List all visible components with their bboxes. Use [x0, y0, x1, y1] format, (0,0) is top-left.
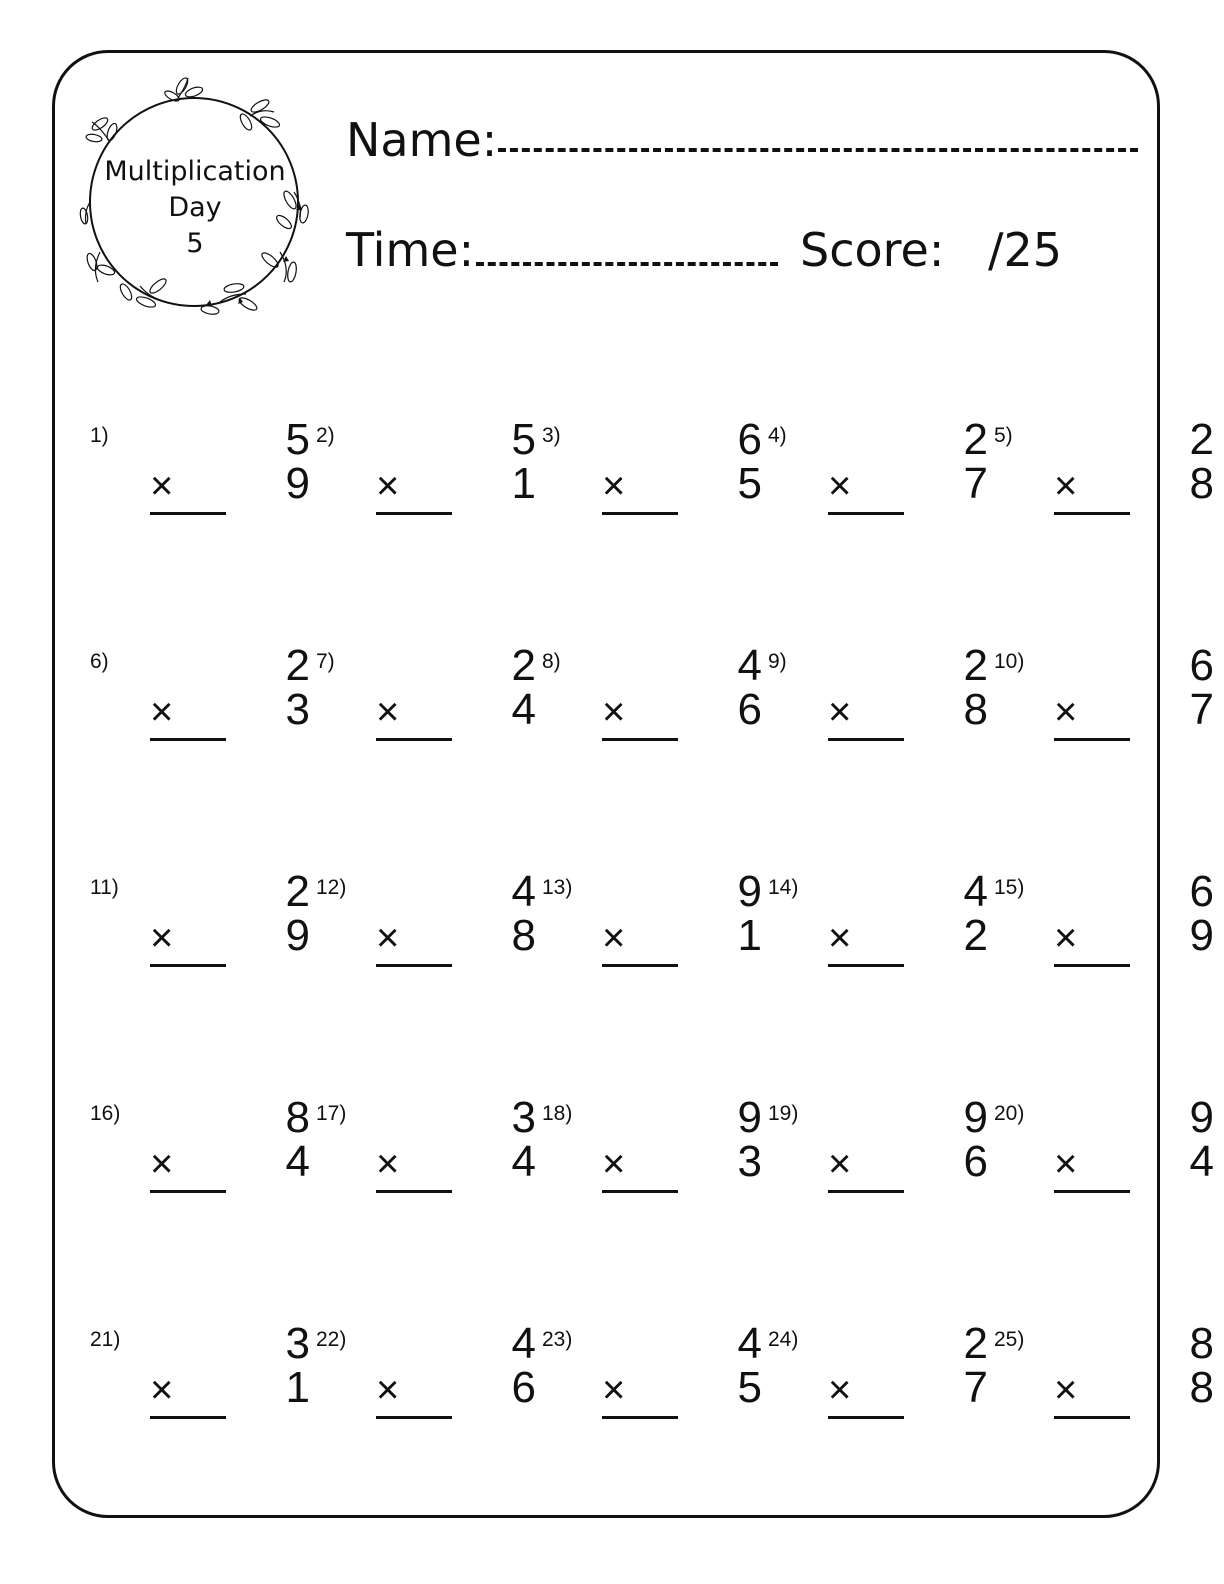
badge-day-number: 5 — [186, 228, 204, 259]
answer-line[interactable] — [828, 1416, 904, 1419]
multiplicand: 9 — [737, 867, 762, 916]
multiplier: 8 — [1189, 1363, 1214, 1412]
problem-7 — [316, 641, 536, 790]
times-sign: × — [828, 1142, 852, 1186]
answer-line[interactable] — [150, 512, 226, 515]
name-label: Name: — [346, 113, 498, 167]
answer-line[interactable] — [602, 512, 678, 515]
problem-6 — [90, 641, 310, 790]
multiplicand: 5 — [285, 415, 310, 464]
answer-line[interactable] — [828, 512, 904, 515]
problem-12 — [316, 867, 536, 1016]
multiplier: 7 — [1189, 685, 1214, 734]
answer-line[interactable] — [1054, 512, 1130, 515]
answer-line[interactable] — [828, 1190, 904, 1193]
problem-13 — [542, 867, 762, 1016]
problem-8 — [542, 641, 762, 790]
multiplier: 8 — [1189, 459, 1214, 508]
answer-line[interactable] — [376, 964, 452, 967]
problem-14 — [768, 867, 988, 1016]
multiplicand: 6 — [1189, 867, 1214, 916]
multiplier: 3 — [737, 1137, 762, 1186]
times-sign: × — [376, 464, 400, 508]
problem-21 — [90, 1319, 310, 1468]
multiplicand: 6 — [737, 415, 762, 464]
multiplier: 4 — [511, 685, 536, 734]
answer-line[interactable] — [1054, 1190, 1130, 1193]
multiplier: 2 — [963, 911, 988, 960]
time-label: Time: — [346, 223, 475, 277]
badge-day-label: Day — [168, 192, 222, 223]
problem-number: 4) — [768, 424, 787, 447]
multiplicand: 4 — [511, 867, 536, 916]
problem-11 — [90, 867, 310, 1016]
problem-number: 9) — [768, 650, 787, 673]
problem-4 — [768, 415, 988, 564]
times-sign: × — [602, 690, 626, 734]
problem-3 — [542, 415, 762, 564]
multiplicand: 9 — [737, 1093, 762, 1142]
multiplicand: 4 — [963, 867, 988, 916]
problem-number: 11) — [90, 876, 119, 899]
problem-number: 19) — [768, 1102, 799, 1125]
times-sign: × — [1054, 1368, 1078, 1412]
multiplicand: 8 — [1189, 1319, 1214, 1368]
multiplier: 4 — [285, 1137, 310, 1186]
problem-number: 23) — [542, 1328, 573, 1351]
problem-number: 22) — [316, 1328, 347, 1351]
times-sign: × — [150, 1368, 174, 1412]
multiplier: 8 — [963, 685, 988, 734]
problem-24 — [768, 1319, 988, 1468]
times-sign: × — [1054, 916, 1078, 960]
answer-line[interactable] — [150, 964, 226, 967]
answer-line[interactable] — [376, 738, 452, 741]
times-sign: × — [150, 1142, 174, 1186]
answer-line[interactable] — [376, 512, 452, 515]
multiplicand: 3 — [511, 1093, 536, 1142]
problem-15 — [994, 867, 1214, 1016]
times-sign: × — [1054, 464, 1078, 508]
problem-number: 18) — [542, 1102, 573, 1125]
times-sign: × — [828, 464, 852, 508]
multiplier: 9 — [1189, 911, 1214, 960]
problem-number: 3) — [542, 424, 561, 447]
times-sign: × — [376, 690, 400, 734]
times-sign: × — [828, 916, 852, 960]
multiplicand: 2 — [1189, 415, 1214, 464]
multiplicand: 2 — [963, 1319, 988, 1368]
multiplicand: 4 — [737, 1319, 762, 1368]
problem-number: 2) — [316, 424, 335, 447]
times-sign: × — [1054, 690, 1078, 734]
multiplicand: 6 — [1189, 641, 1214, 690]
multiplier: 5 — [737, 1363, 762, 1412]
score-total: /25 — [988, 223, 1063, 277]
multiplicand: 2 — [963, 641, 988, 690]
answer-line[interactable] — [828, 738, 904, 741]
problem-number: 7) — [316, 650, 335, 673]
multiplicand: 2 — [285, 867, 310, 916]
problem-number: 24) — [768, 1328, 799, 1351]
answer-line[interactable] — [1054, 1416, 1130, 1419]
multiplicand: 5 — [511, 415, 536, 464]
multiplicand: 2 — [285, 641, 310, 690]
multiplier: 7 — [963, 1363, 988, 1412]
times-sign: × — [1054, 1142, 1078, 1186]
problem-18 — [542, 1093, 762, 1242]
times-sign: × — [376, 1368, 400, 1412]
problem-number: 15) — [994, 876, 1025, 899]
times-sign: × — [150, 690, 174, 734]
problem-2 — [316, 415, 536, 564]
multiplier: 6 — [963, 1137, 988, 1186]
multiplicand: 8 — [285, 1093, 310, 1142]
problem-number: 1) — [90, 424, 109, 447]
problem-number: 13) — [542, 876, 573, 899]
times-sign: × — [602, 464, 626, 508]
problem-number: 5) — [994, 424, 1013, 447]
answer-line[interactable] — [602, 1416, 678, 1419]
multiplier: 4 — [1189, 1137, 1214, 1186]
times-sign: × — [150, 916, 174, 960]
multiplier: 6 — [511, 1363, 536, 1412]
multiplicand: 2 — [963, 415, 988, 464]
multiplier: 1 — [285, 1363, 310, 1412]
times-sign: × — [376, 1142, 400, 1186]
times-sign: × — [150, 464, 174, 508]
problem-number: 25) — [994, 1328, 1025, 1351]
problem-number: 20) — [994, 1102, 1025, 1125]
problem-10 — [994, 641, 1214, 790]
problem-16 — [90, 1093, 310, 1242]
answer-line[interactable] — [150, 1190, 226, 1193]
problem-number: 21) — [90, 1328, 121, 1351]
multiplicand: 9 — [1189, 1093, 1214, 1142]
answer-line[interactable] — [1054, 738, 1130, 741]
multiplicand: 2 — [511, 641, 536, 690]
problem-23 — [542, 1319, 762, 1468]
problem-9 — [768, 641, 988, 790]
multiplier: 1 — [737, 911, 762, 960]
badge-title: Multiplication — [104, 156, 286, 187]
problem-number: 14) — [768, 876, 799, 899]
answer-line[interactable] — [150, 1416, 226, 1419]
times-sign: × — [828, 690, 852, 734]
problem-number: 17) — [316, 1102, 347, 1125]
multiplier: 7 — [963, 459, 988, 508]
multiplicand: 4 — [511, 1319, 536, 1368]
answer-line[interactable] — [376, 1416, 452, 1419]
answer-line[interactable] — [602, 738, 678, 741]
answer-line[interactable] — [376, 1190, 452, 1193]
multiplier: 3 — [285, 685, 310, 734]
problem-number: 8) — [542, 650, 561, 673]
multiplicand: 9 — [963, 1093, 988, 1142]
multiplier: 9 — [285, 459, 310, 508]
times-sign: × — [602, 1368, 626, 1412]
answer-line[interactable] — [150, 738, 226, 741]
multiplicand: 4 — [737, 641, 762, 690]
problem-22 — [316, 1319, 536, 1468]
problem-17 — [316, 1093, 536, 1242]
problem-1 — [90, 415, 310, 564]
problem-number: 12) — [316, 876, 347, 899]
problem-number: 16) — [90, 1102, 121, 1125]
times-sign: × — [376, 916, 400, 960]
multiplier: 1 — [511, 459, 536, 508]
problem-25 — [994, 1319, 1214, 1468]
problem-number: 6) — [90, 650, 109, 673]
problem-number: 10) — [994, 650, 1025, 673]
times-sign: × — [602, 1142, 626, 1186]
answer-line[interactable] — [602, 964, 678, 967]
score-label: Score: — [800, 223, 945, 277]
multiplier: 4 — [511, 1137, 536, 1186]
problem-5 — [994, 415, 1214, 564]
problem-19 — [768, 1093, 988, 1242]
times-sign: × — [602, 916, 626, 960]
problem-20 — [994, 1093, 1214, 1242]
multiplier: 9 — [285, 911, 310, 960]
times-sign: × — [828, 1368, 852, 1412]
answer-line[interactable] — [602, 1190, 678, 1193]
multiplier: 5 — [737, 459, 762, 508]
multiplier: 8 — [511, 911, 536, 960]
answer-line[interactable] — [1054, 964, 1130, 967]
multiplicand: 3 — [285, 1319, 310, 1368]
multiplier: 6 — [737, 685, 762, 734]
answer-line[interactable] — [828, 964, 904, 967]
